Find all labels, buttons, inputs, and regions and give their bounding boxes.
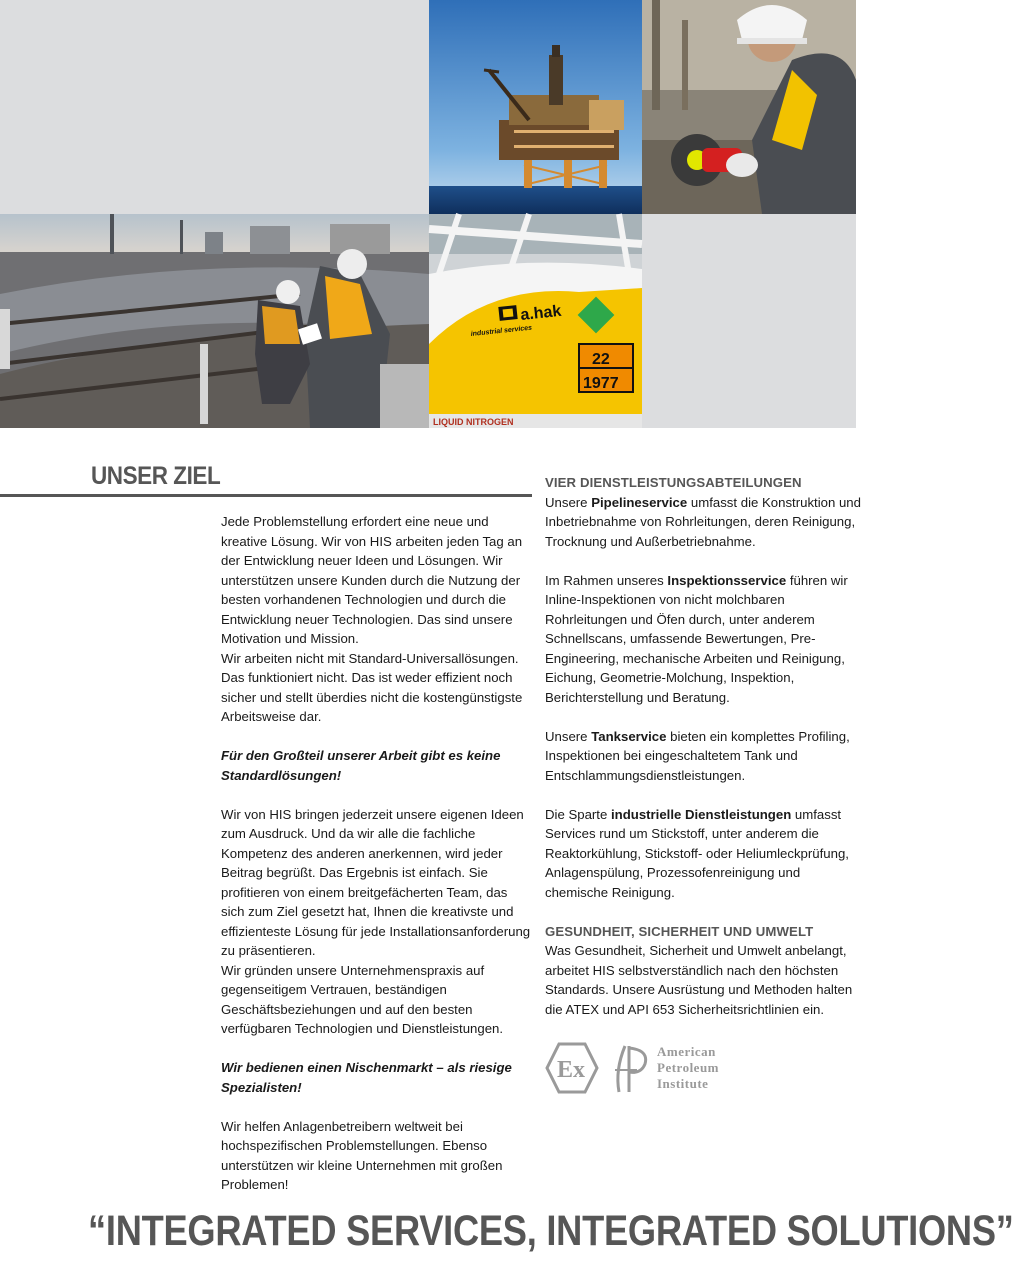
atex-symbol-text: Ex bbox=[557, 1057, 586, 1083]
hse-heading: GESUNDHEIT, SICHERHEIT UND UMWELT bbox=[545, 923, 814, 939]
nitrogen-tank-photo bbox=[429, 214, 642, 428]
inspection-term: Inspektionsservice bbox=[667, 572, 787, 588]
page-title: UNSER ZIEL bbox=[91, 462, 221, 490]
inspection-paragraph: Im Rahmen unseres Inspektionsservice führen wir Inline-Inspektionen von nicht molchbaren Rohrleitungen und Öfen durch, unter anderem Schnellscans, umfassende Bewertungen, Pre-Engineering, mechanische Arbeiten und Reinigung, Eichung, Geometrie-Molchung, Inspektion, Berichterstellung und Beratung. bbox=[545, 572, 848, 705]
offshore-platform-photo bbox=[429, 0, 642, 214]
industrial-term: industrielle Dienstleistungen bbox=[610, 806, 792, 822]
water-treatment-workers-photo bbox=[0, 214, 429, 428]
hazard-number-top: 22 bbox=[592, 351, 610, 368]
industrial-paragraph: Die Sparte industrielle Dienstleistungen umfasst Services rund um Stickstoff, unter anderem die Reaktorkühlung, Stickstoff- oder Heliumleckprüfung, Anlagenspülung, Prozessofenreinigung und chemische Reinigung. bbox=[545, 806, 849, 900]
trust-paragraph: Wir gründen unsere Unternehmenspraxis auf gegenseitigem Vertrauen, beständigen Geschäftsbeziehungen und auf den besten verfügbaren Technologien und Dienstleistungen. bbox=[221, 962, 504, 1036]
tank-paragraph: Unsere Tankservice bieten ein komplettes Profiling, Inspektionen bei eingeschaltetem Tank und Entschlammungsdienstleistungen. bbox=[545, 728, 850, 783]
left-text-column bbox=[221, 512, 531, 1195]
help-paragraph: Wir helfen Anlagenbetreibern weltweit bei hochspezifischen Problemstellungen. Ebenso unterstützen wir kleine Unternehmen mit großen Problemen! bbox=[221, 1118, 503, 1192]
api-wordmark: American Petroleum Institute bbox=[657, 1044, 720, 1091]
tank-term: Tankservice bbox=[591, 728, 667, 744]
pipeline-term: Pipelineservice bbox=[591, 494, 688, 510]
title-rule bbox=[0, 494, 532, 497]
services-heading: VIER DIENSTLEISTUNGSABTEILUNGEN bbox=[545, 475, 802, 490]
right-text-column bbox=[545, 473, 863, 1019]
pipeline-paragraph: Unsere Pipelineservice umfasst die Konstruktion und Inbetriebnahme von Rohrleitungen, deren Reinigung, Trocknung und Außerbetriebnahme. bbox=[545, 494, 861, 549]
worker-grinding-photo bbox=[642, 0, 856, 214]
hse-paragraph: Was Gesundheit, Sicherheit und Umwelt anbelangt, arbeitet HIS selbstverständlich nach den höchsten Standards. Unsere Ausrüstung und Methoden halten die ATEX und API 653 Sicherheitsrichtlinien ein. bbox=[545, 943, 853, 1017]
hazard-number-bottom: 1977 bbox=[583, 375, 619, 392]
tank-logo-text: a.hak bbox=[519, 302, 563, 324]
api-monogram-icon bbox=[615, 1046, 646, 1092]
no-standard-paragraph: Wir arbeiten nicht mit Standard-Universallösungen. Das funktioniert nicht. Das ist weder effizient noch sicher und stellt überdies nicht die kostengünstigste Arbeitsweise dar. bbox=[221, 650, 523, 724]
slogan-quote: “INTEGRATED SERVICES, INTEGRATED SOLUTIONS” bbox=[88, 1207, 1014, 1255]
emphasis-no-standard: Für den Großteil unserer Arbeit gibt es keine Standardlösungen! bbox=[221, 748, 501, 783]
right-grey-panel bbox=[642, 214, 856, 428]
tank-side-text: LIQUID NITROGEN bbox=[433, 417, 514, 427]
certification-logos bbox=[545, 1040, 745, 1096]
emphasis-niche-market: Wir bedienen einen Nischenmarkt – als riesige Spezialisten! bbox=[221, 1060, 512, 1095]
atex-ex-icon bbox=[547, 1044, 597, 1092]
top-left-grey-panel bbox=[0, 0, 429, 214]
intro-paragraph: Jede Problemstellung erfordert eine neue und kreative Lösung. Wir von HIS arbeiten jeden Tag an der Entwicklung neuer Ideen und Lösungen. Wir unterstützen unsere Kunden durch die Nutzung der besten vorhandenen Technologien und durch die Entwicklung neuer Technologien. Das sind unsere Motivation und Mission. bbox=[221, 514, 523, 646]
team-paragraph: Wir von HIS bringen jederzeit unsere eigenen Ideen zum Ausdruck. Und da wir alle die fachliche Kompetenz des anderen anerkennen, wird jeder Beitrag begrüßt. Das Ergebnis ist einfach. Sie profitieren von einem breitgefächerten Team, das sich zum Ziel gesetzt hat, Ihnen die kreativste und effizienteste Lösung für jede Installationsanforderung zu präsentieren. bbox=[221, 806, 531, 958]
tank-logo-subtext: industrial services bbox=[470, 324, 533, 338]
